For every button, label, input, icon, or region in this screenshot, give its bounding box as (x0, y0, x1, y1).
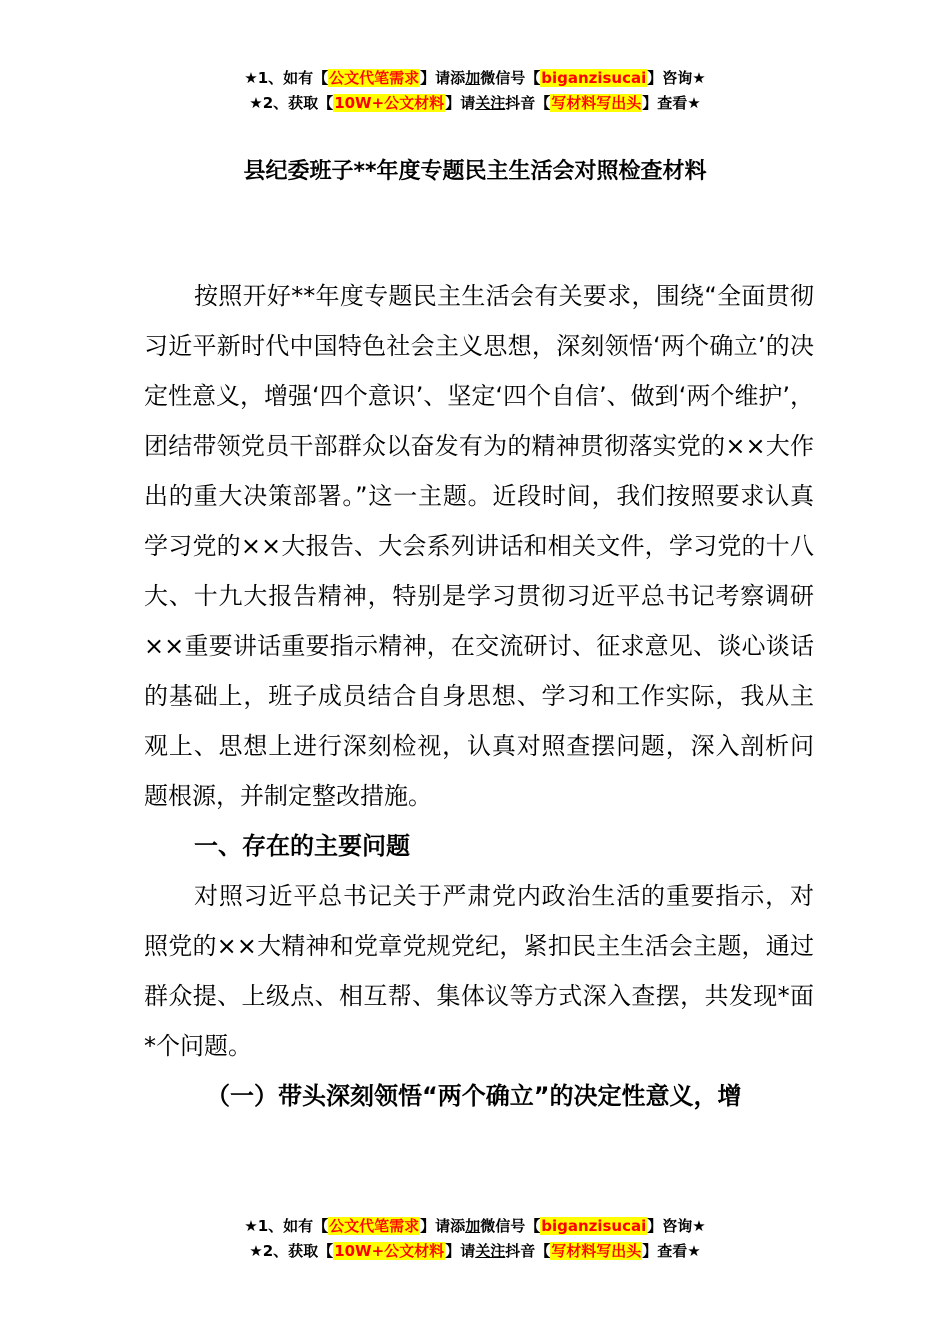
banner-line-1 (0, 66, 950, 91)
highlight-service: 公文代笔需求 (329, 69, 420, 87)
banner-text: ★2、获取【 (249, 1242, 334, 1260)
footer-banner (0, 1214, 950, 1264)
document-title: 县纪委班子**年度专题民主生活会对照检查材料 (243, 159, 707, 184)
underlined-text: 加 (465, 1217, 481, 1235)
banner-line-2 (0, 91, 950, 116)
banner-text: 】咨询★ (647, 1217, 706, 1235)
highlight-wechat-id: biganzisucai (541, 1217, 647, 1235)
banner-text: 抖音【 (505, 94, 551, 112)
banner-text: 微信号【 (480, 69, 541, 87)
banner-text: 】查看★ (642, 94, 701, 112)
paragraph-intro: 按照开好**年度专题民主生活会有关要求，围绕“全面贯彻习近平新时代中国特色社会主义思想，深刻领悟‘两个确立’的决定性意义，增强‘四个意识’、坚定‘四个自信’、做到‘两个维护’，团结带领党员干部群众以奋发有为的精神贯彻落实党的××大作出的重大决策部署。”这一主题。近段时间，我们按照要求认真学习党的××大报告、大会系列讲话和相关文件，学习党的十八大、十九大报告精神，特别是学习贯彻习近平总书记考察调研××重要讲话重要指示精神，在交流研讨、征求意见、谈心谈话的基础上，班子成员结合自身思想、学习和工作实际，我从主观上、思想上进行深刻检视，认真对照查摆问题，深入剖析问题根源，并制定整改措施。 (144, 282, 814, 810)
subsection-heading: （一）带头深刻领悟“两个确立”的决定性意义，增 (206, 1082, 742, 1110)
banner-text: ★1、如有【 (244, 1217, 329, 1235)
highlight-douyin: 写材料写出头 (551, 94, 642, 112)
highlight-wechat-id: biganzisucai (541, 69, 647, 87)
banner-text: 微信号【 (480, 1217, 541, 1235)
banner-text: 】请添 (420, 1217, 466, 1235)
banner-text: 】请 (445, 1242, 476, 1260)
document-body (144, 271, 814, 1121)
underlined-text: 关注 (475, 94, 506, 112)
underlined-text: 关注 (475, 1242, 506, 1260)
underlined-text: 加 (465, 69, 481, 87)
banner-text: 】请 (445, 94, 476, 112)
header-banner (0, 66, 950, 116)
highlight-materials: 10W+公文材料 (334, 94, 445, 112)
section-heading: 一、存在的主要问题 (194, 832, 410, 860)
banner-text: 抖音【 (505, 1242, 551, 1260)
banner-text: 】咨询★ (647, 69, 706, 87)
banner-line-1 (0, 1214, 950, 1239)
banner-line-2 (0, 1239, 950, 1264)
highlight-materials: 10W+公文材料 (334, 1242, 445, 1260)
banner-text: ★1、如有【 (244, 69, 329, 87)
banner-text: ★2、获取【 (249, 94, 334, 112)
highlight-service: 公文代笔需求 (329, 1217, 420, 1235)
highlight-douyin: 写材料写出头 (551, 1242, 642, 1260)
banner-text: 】请添 (420, 69, 466, 87)
paragraph-problems: 对照习近平总书记关于严肃党内政治生活的重要指示，对照党的××大精神和党章党规党纪，紧扣民主生活会主题，通过群众提、上级点、相互帮、集体议等方式深入查摆，共发现*面*个问题。 (144, 882, 814, 1060)
banner-text: 】查看★ (642, 1242, 701, 1260)
